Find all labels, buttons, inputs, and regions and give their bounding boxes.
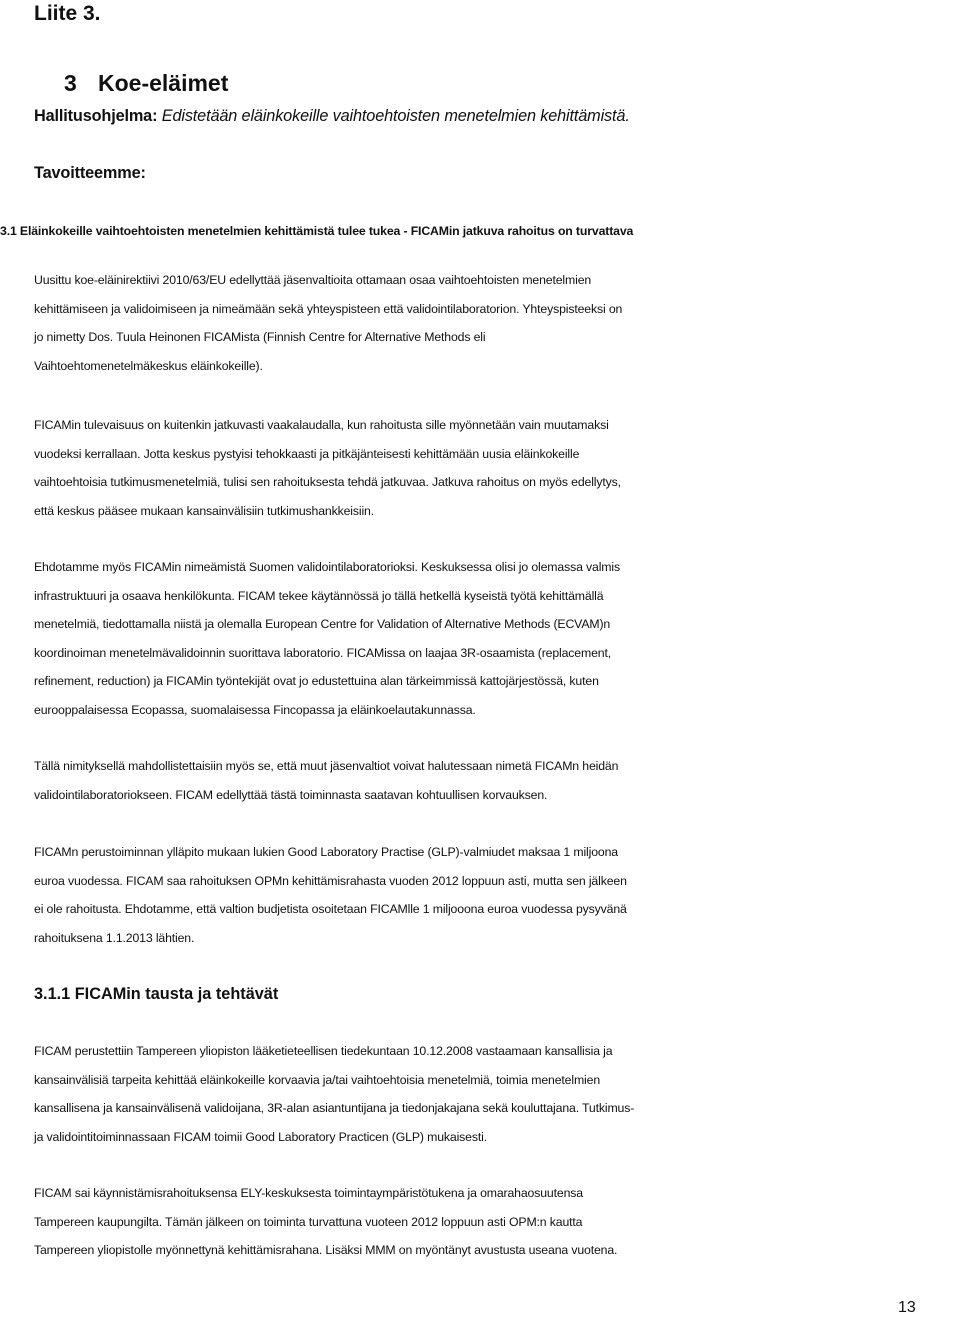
paragraph-line: refinement, reduction) ja FICAMin työntekijät ovat jo edustettuina alan tärkeimmissä kattojärjestössä, kuten [34, 674, 599, 688]
subsubsection-heading: 3.1.1 FICAMin tausta ja tehtävät [34, 985, 279, 1003]
section-number: 3 [64, 70, 77, 96]
paragraph-line: Ehdotamme myös FICAMin nimeämistä Suomen validointilaboratorioksi. Keskuksessa olisi jo olemassa valmis [34, 560, 620, 574]
paragraph-line: rahoituksena 1.1.2013 lähtien. [34, 930, 195, 945]
paragraph-line: kansallisena ja kansainvälisenä validoijana, 3R-alan asiantuntijana ja tiedonjakajana sekä kouluttajana. Tutkimus- [34, 1101, 635, 1115]
paragraph-line: Tällä nimityksellä mahdollistettaisiin myös se, että muut jäsenvaltiot voivat halutessaan nimetä FICAMn heidän [34, 759, 619, 773]
paragraph [34, 838, 956, 952]
paragraph-line: että keskus pääsee mukaan kansainvälisiin tutkimushankkeisiin. [34, 503, 374, 518]
paragraph-line: Vaihtoehtomenetelmäkeskus eläinkokeille). [34, 358, 263, 373]
section-title: Koe-eläimet [98, 70, 229, 96]
paragraph-line: FICAM sai käynnistämisrahoituksensa ELY-keskuksesta toimintaympäristötukena ja omarahaosuutensa [34, 1186, 583, 1200]
paragraph-line: ei ole rahoitusta. Ehdotamme, että valtion budjetista osoitetaan FICAMlle 1 miljooona euroa vuodessa pysyvänä [34, 902, 627, 916]
paragraph [34, 1179, 956, 1265]
paragraph-line: FICAMn perustoiminnan ylläpito mukaan lukien Good Laboratory Practise (GLP)-valmiudet maksaa 1 miljoona [34, 845, 618, 859]
paragraph [34, 266, 956, 380]
program-text: Edistetään eläinkokeille vaihtoehtoisten menetelmien kehittämistä. [161, 107, 630, 125]
goals-label: Tavoitteemme: [34, 164, 146, 182]
paragraph-line: vaihtoehtoisia tutkimusmenetelmiä, tulisi sen rahoituksesta tehdä jatkuvaa. Jatkuva rahoitus on myös edellytys, [34, 475, 621, 489]
paragraph [34, 553, 956, 724]
paragraph-line: ja validointitoiminnassaan FICAM toimii Good Laboratory Practicen (GLP) mukaisesti. [34, 1129, 487, 1144]
paragraph-line: FICAM perustettiin Tampereen yliopiston lääketieteellisen tiedekuntaan 10.12.2008 vastaamaan kansallisia ja [34, 1044, 613, 1058]
paragraph [34, 411, 956, 525]
paragraph-line: FICAMin tulevaisuus on kuitenkin jatkuvasti vaakalaudalla, kun rahoitusta sille myönnetään vain muutamaksi [34, 418, 609, 432]
paragraph-line: Tampereen yliopistolle myönnettynä kehittämisrahana. Lisäksi MMM on myöntänyt avustusta useana vuotena. [34, 1243, 618, 1257]
paragraph-line: euroa vuodessa. FICAM saa rahoituksen OPMn kehittämisrahasta vuoden 2012 loppuun asti, mutta sen jälkeen [34, 873, 627, 888]
section-heading [64, 68, 228, 98]
paragraph-line: Tampereen kaupungilta. Tämän jälkeen on toiminta turvattuna vuoteen 2012 loppuun asti OPM:n kautta [34, 1214, 583, 1229]
page-number: 13 [898, 1299, 916, 1316]
paragraph-line: validointilaboratoriokseen. FICAM edellyttää tästä toiminnasta saatavan kohtuullisen korvauksen. [34, 787, 548, 802]
appendix-title: Liite 3. [34, 2, 101, 25]
paragraph-line: infrastruktuuri ja osaava henkilökunta. FICAM tekee käytännössä jo tällä hetkellä kyseistä työtä kehittämällä [34, 588, 604, 603]
paragraph-line: vuodeksi kerrallaan. Jotta keskus pystyisi tehokkaasti ja pitkäjänteisesti kehittämään uusia eläinkokeille [34, 446, 580, 461]
paragraph [34, 752, 956, 809]
paragraph [34, 1037, 956, 1151]
program-label: Hallitusohjelma: [34, 107, 158, 125]
paragraph-line: Uusittu koe-eläinirektiivi 2010/63/EU edellyttää jäsenvaltioita ottamaan osaa vaihtoehtoisten menetelmien [34, 273, 592, 287]
paragraph-line: koordinoiman menetelmävalidoinnin suorittava laboratorio. FICAMissa on laajaa 3R-osaamista (replacement, [34, 645, 611, 660]
paragraph-line: kehittämiseen ja validoimiseen ja nimeämään sekä yhteyspisteen että validointilaboratorion. Yhteyspisteeksi on [34, 301, 623, 316]
paragraph-line: kansainvälisiä tarpeita kehittää eläinkokeille korvaavia ja/tai vaihtoehtoisia menetelmiä, toimia menetelmien [34, 1072, 601, 1087]
paragraph-line: eurooppalaisessa Ecopassa, suomalaisessa Fincopassa ja eläinkoelautakunnassa. [34, 702, 476, 717]
government-program-line [34, 102, 956, 131]
subsection-heading: 3.1 Eläinkokeille vaihtoehtoisten menetelmien kehittämistä tulee tukea - FICAMin jatkuva rahoitus on turvattava [0, 224, 634, 238]
paragraph-line: menetelmiä, tiedottamalla niistä ja olemalla European Centre for Validation of Alternative Methods (ECVAM)n [34, 617, 611, 631]
paragraph-line: jo nimetty Dos. Tuula Heinonen FICAMista (Finnish Centre for Alternative Methods eli [34, 330, 486, 344]
